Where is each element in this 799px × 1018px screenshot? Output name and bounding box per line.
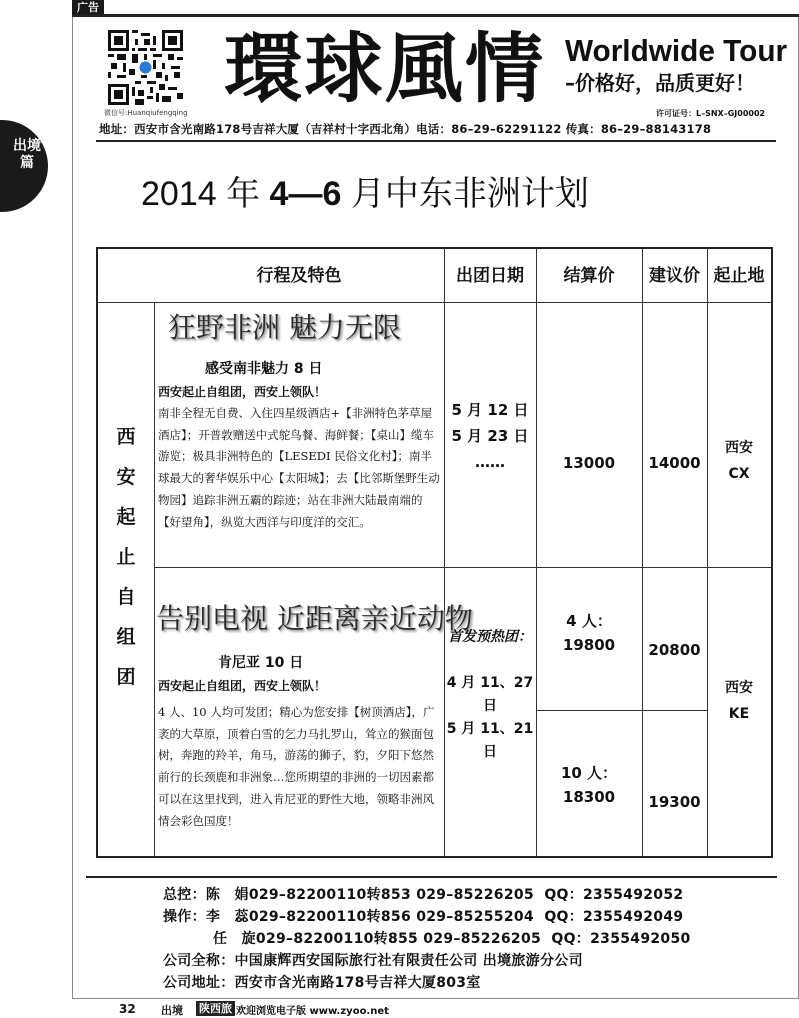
contact-phone: 029–82200110转856 — [248, 909, 411, 925]
title-rest: 月中东非洲计划 — [350, 175, 589, 213]
header-suggested: 建议价 — [649, 266, 700, 286]
brand-title: 環球風情 — [224, 24, 546, 113]
price-row-divider — [536, 710, 707, 711]
company-label: 公司全称： — [163, 953, 235, 969]
title-year: 2014 年 — [141, 175, 261, 213]
contact-phone2: 029–85255204 — [416, 909, 534, 925]
row1-date: 5 月 12 日 — [451, 401, 529, 419]
row2-settlement-4: 19800 — [562, 636, 616, 654]
header-rule — [96, 140, 776, 142]
contact-role: 操作： — [163, 909, 206, 925]
contact-name: 陈 娟 — [205, 887, 249, 903]
group-char: 组 — [116, 626, 136, 648]
group-char: 团 — [116, 666, 136, 688]
row1-origin-code: CX — [728, 466, 750, 482]
contact-row — [213, 928, 691, 948]
row1-origin-city: 西安 — [725, 440, 753, 456]
contact-qq: QQ：2355492052 — [544, 887, 684, 903]
row2-trip-name: 肯尼亚 10 日 — [218, 655, 304, 671]
company-name: 中国康辉西安国际旅行社有限责任公司 出境旅游分公司 — [234, 953, 583, 969]
row1-trip-name: 感受南非魅力 8 日 — [205, 361, 323, 377]
brand-slogan: –价格好，品质更好！ — [565, 71, 755, 95]
address-line: 地址：西安市含光南路178号吉祥大厦（吉祥村十字西北角）电话：86–29–62291122 传真：86–29–88143178 — [99, 122, 712, 136]
row2-sub: 西安起止自组团，西安上领队！ — [158, 679, 327, 693]
contact-role: 总控： — [163, 887, 206, 903]
company-address: 西安市含光南路178号吉祥大厦803室 — [234, 975, 481, 991]
contact-name: 任 旋 — [213, 931, 256, 947]
group-label — [98, 417, 154, 697]
row2-description: 4 人、10 人均可发团；精心为您安排【树顶酒店】，广袤的大草原，顶着白雪的乞力马扎罗山，耸立的猴面包树，奔跑的羚羊，角马，游荡的狮子，豹，夕阳下悠然前行的长颈鹿和非洲象…您所期望的非洲的一切因素都可以在这里找到，进入肯尼亚的野性大地，领略非洲风情会彩色国度！ — [158, 705, 435, 828]
row1-suggested: 14000 — [648, 454, 701, 472]
contact-qq: QQ：2355492049 — [544, 909, 684, 925]
tour-table — [96, 247, 773, 858]
header-itinerary: 行程及特色 — [256, 266, 342, 286]
row2-group-size: 10 人： — [560, 764, 618, 782]
contact-phone: 029–82200110转853 — [248, 887, 411, 903]
header-settlement: 结算价 — [563, 266, 615, 286]
company-address-row — [163, 972, 481, 992]
contact-phone2: 029–85226205 — [416, 887, 534, 903]
row2-date: 日 — [483, 698, 497, 714]
itinerary-col-divider — [444, 249, 445, 856]
settlement-col-divider — [642, 249, 643, 856]
ad-tab: 广告 — [72, 0, 104, 15]
side-tab — [0, 120, 48, 212]
group-char: 起 — [116, 506, 136, 528]
title-range: 4—6 — [269, 175, 342, 213]
row1-description: 南非全程无自费、入住四星级酒店+【非洲特色茅草屋酒店】；开普敦赠送中式鸵鸟餐、海鲜餐；【桌山】缆车游览；极具非洲特色的【LESEDI 民俗文化村】；南半球最大的奢华娱乐中心【太阳城】；去【比邻斯堡野生动物园】追踪非洲五霸的踪迹；站在非洲大陆最南端的【好望角】，纵览大西洋与印度洋的交汇。 — [158, 406, 440, 529]
side-tab-label: 出境篇 — [13, 138, 41, 171]
contact-phone2: 029–85226205 — [423, 931, 542, 947]
row2-group-size: 4 人： — [566, 612, 612, 630]
row2-slogan: 告别电视 近距离亲近动物 — [156, 602, 473, 635]
group-char: 安 — [116, 466, 136, 488]
row2-suggested-4: 20800 — [648, 641, 701, 659]
company-name-row — [163, 950, 583, 970]
contact-row — [163, 906, 683, 926]
bottom-rule — [72, 998, 799, 999]
group-char: 止 — [116, 546, 136, 568]
contact-name: 李 蕊 — [205, 909, 249, 925]
row2-price-10 — [536, 761, 642, 809]
group-col-divider — [154, 302, 155, 856]
publication-section: 出境 — [161, 1004, 183, 1017]
row2-suggested-10: 19300 — [648, 793, 701, 811]
qr-caption: 微信号:Huanqiufengqing — [104, 109, 188, 117]
row1-dates — [444, 397, 536, 475]
suggested-col-divider — [707, 249, 708, 856]
row2-settlement-10: 18300 — [562, 788, 616, 806]
row1-origin — [707, 435, 771, 487]
row-divider — [154, 567, 771, 568]
row2-origin — [707, 675, 771, 727]
company-address-label: 公司地址： — [163, 975, 235, 991]
contact-qq: QQ：2355492050 — [551, 931, 691, 947]
brand-english-name: Worldwide Tour — [565, 33, 788, 68]
row2-origin-code: KE — [728, 706, 750, 722]
row1-settlement: 13000 — [562, 454, 616, 472]
group-char: 自 — [116, 586, 136, 608]
page-title — [141, 172, 589, 216]
row1-sub: 西安起止自组团，西安上领队！ — [158, 385, 327, 399]
group-char: 西 — [116, 426, 136, 448]
row2-date: 5 月 11、21 — [446, 721, 534, 737]
row2-price-4 — [536, 609, 642, 657]
publication-badge: 陕西旅 — [196, 1001, 235, 1016]
row2-dates — [444, 672, 536, 764]
row2-dates-title: 首发预热团： — [448, 629, 532, 645]
publication-website: 欢迎浏览电子版 www.zyoo.net — [236, 1006, 389, 1017]
row2-origin-city: 西安 — [725, 680, 753, 696]
header-row-divider — [98, 302, 771, 303]
qr-code-icon — [108, 30, 183, 105]
header-origin: 起止地 — [713, 266, 765, 286]
row2-date: 4 月 11、27 — [446, 675, 534, 691]
row1-date: …… — [475, 453, 505, 471]
row2-date: 日 — [483, 744, 497, 760]
footer-rule — [86, 876, 777, 878]
row1-slogan: 狂野非洲 魅力无限 — [168, 311, 401, 344]
contact-row — [163, 884, 683, 904]
license-number: 许可证号：L–SNX–GJ00002 — [656, 109, 766, 118]
header-dates: 出团日期 — [456, 266, 524, 286]
page-number: 32 — [119, 1002, 136, 1016]
row1-date: 5 月 23 日 — [451, 427, 529, 445]
contact-phone: 029–82200110转855 — [255, 931, 419, 947]
